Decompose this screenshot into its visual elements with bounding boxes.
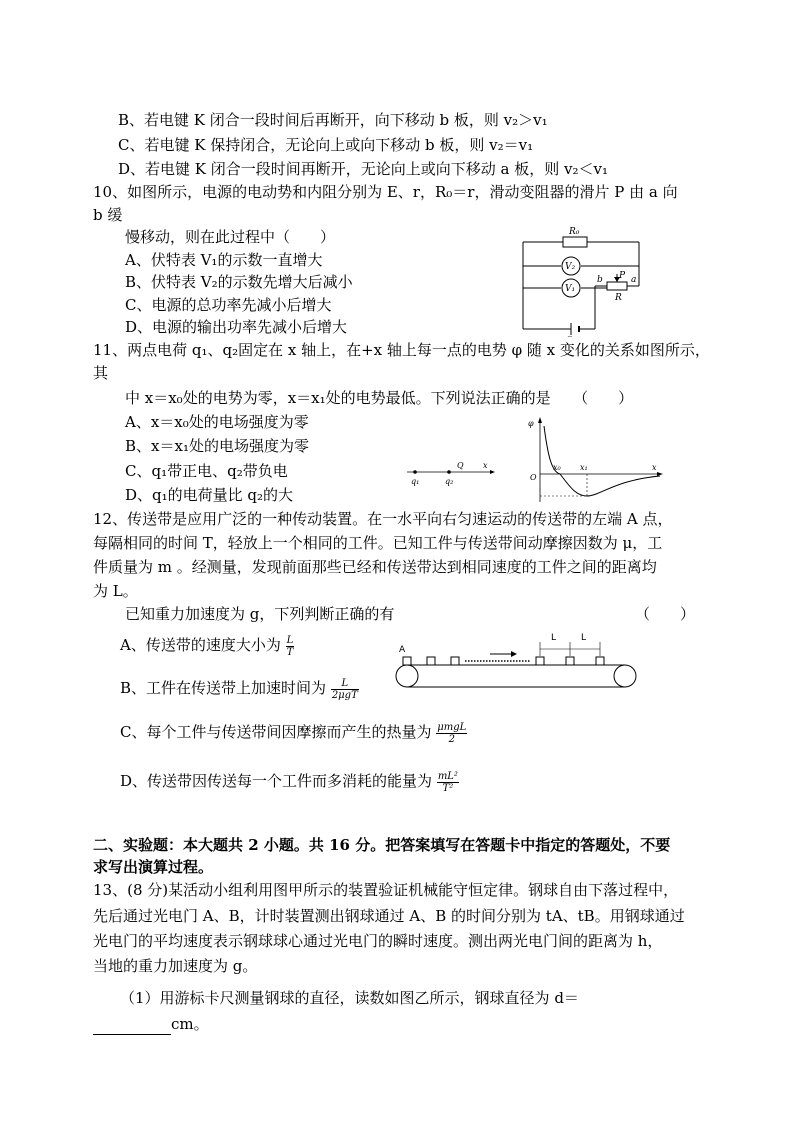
q12-fig-l2-label: L [581, 633, 587, 643]
q12-stem-2: 每隔相同的时间 T，轻放上一个相同的工件。已知工件与传送带间动摩擦因数为 μ，工 [93, 534, 663, 552]
q10-fig-r-label: R [615, 293, 622, 303]
q10-option-a: A、伏特表 V₁的示数一直增大 [125, 251, 323, 269]
q12-option-d: D、传送带因传送每一个工件而多消耗的能量为 $\frac{\text{mL²}}{\text{T²}}$ [120, 770, 458, 794]
q11-fig-x0-label: x₀ [553, 463, 561, 472]
q10-fig-p-label: P [619, 271, 626, 281]
q13-subquestion-1: （1）用游标卡尺测量钢球的直径，读数如图乙所示，钢球直径为 d＝ [120, 989, 579, 1007]
q11-option-a: A、x＝x₀处的电场强度为零 [125, 413, 309, 431]
q11-fig-x1-label: x₁ [580, 463, 588, 472]
q11-stem-2: 其 [93, 364, 109, 382]
q12-fig-l1-label: L [551, 633, 557, 643]
q10-fig-a-label: a [631, 275, 637, 285]
q11-fig-x-label: x [483, 461, 488, 470]
q10-stem-1: 10、如图所示，电源的电动势和内阻分别为 E、r，R₀＝r，滑动变阻器的滑片 P 由 a 向 [93, 183, 678, 201]
q11-stem-1: 11、两点电荷 q₁、q₂固定在 x 轴上，在+x 轴上每一点的电势 φ 随 x 变化的关系如图所示， [93, 341, 710, 359]
q11-stem-3: 中 x＝x₀处的电势为零，x＝x₁处的电势最低。下列说法正确的是 （ ） [125, 389, 634, 407]
q13-stem-1: 13、(8 分)某活动小组利用图甲所示的装置验证机械能守恒定律。钢球自由下落过程中， [93, 881, 679, 899]
q11-option-d: D、q₁的电荷量比 q₂的大 [125, 486, 294, 504]
q12-option-a: A、传送带的速度大小为 $\frac{L}{T}$ [120, 634, 294, 658]
q11-fig-q2-label: q₂ [445, 477, 454, 486]
q11-fig-q1-label: q₁ [411, 477, 420, 486]
q11-option-c: C、q₁带正电、q₂带负电 [125, 462, 288, 480]
q13-answer-line: cm。 [93, 1013, 209, 1035]
section-2-title-1: 二、实验题：本大题共 2 小题。共 16 分。把答案填写在答题卡中指定的答题处，不要 [93, 836, 671, 854]
q9-option-d: D、若电键 K 闭合一段时间再断开，无论向上或向下移动 a 板，则 v₂＜v₁ [118, 160, 608, 178]
q11-potential-graph [520, 412, 670, 507]
q9-option-c: C、若电键 K 保持闭合，无论向上或向下移动 b 板，则 v₂＝v₁ [118, 136, 534, 154]
q12-option-d-fraction: $\frac{\text{mL²}}{\text{T²}}$ [437, 770, 458, 794]
q13-stem-3: 光电门的平均速度表示钢球球心通过光电门的瞬时速度。测出两光电门间的距离为 h， [93, 932, 663, 950]
q10-option-c: C、电源的总功率先减小后增大 [125, 296, 332, 314]
q12-stem-4: 为 L。 [93, 582, 138, 600]
q12-option-a-fraction: $\frac{L}{T}$ [286, 634, 294, 658]
q12-option-c: C、每个工件与传送带间因摩擦而产生的热量为 $\frac{\text{μmgL}}{2}$ [120, 721, 467, 745]
q12-stem-1: 12、传送带是应用广泛的一种传动装置。在一水平向右匀速运动的传送带的左端 A 点， [93, 510, 673, 528]
q10-fig-b-label: b [597, 275, 603, 285]
q12-conveyor-belt-figure [395, 628, 640, 694]
q12-fig-a-label: A [399, 645, 406, 655]
q9-option-b: B、若电键 K 闭合一段时间后再断开，向下移动 b 板，则 v₂＞v₁ [118, 111, 548, 129]
q12-answer-paren: （ ） [635, 605, 696, 623]
q10-fig-v1-label: V₁ [565, 284, 576, 294]
q10-fig-v2-label: V₂ [565, 262, 576, 272]
q10-stem-2: b 缓 [93, 206, 123, 224]
q10-circuit-diagram [515, 222, 655, 337]
q10-stem-3: 慢移动，则在此过程中（ ） [125, 228, 336, 246]
q10-option-d: D、电源的输出功率先减小后增大 [125, 318, 348, 336]
q12-option-b: B、工件在传送带上加速时间为 $\frac{L}{\text{2μgT}}$ [120, 677, 358, 701]
q11-charge-axis-figure [405, 458, 500, 488]
q11-fig-phi-label: φ [528, 419, 534, 428]
q10-fig-er-label [566, 336, 578, 337]
q13-stem-2: 先后通过光电门 A、B，计时装置测出钢球通过 A、B 的时间分别为 tA、tB。用钢球通过 [93, 907, 685, 925]
section-2-title-2: 求写出演算过程。 [93, 858, 214, 876]
q11-fig-Q-label: Q [457, 461, 464, 470]
q12-option-c-fraction: $\frac{\text{μmgL}}{2}$ [437, 721, 467, 745]
q12-stem-5: 已知重力加速度为 g，下列判断正确的有 [125, 605, 395, 623]
q13-stem-4: 当地的重力加速度为 g。 [93, 957, 258, 975]
q11-fig-origin-label: O [530, 473, 537, 482]
q11-option-b: B、x＝x₁处的电场强度为零 [125, 437, 309, 455]
q10-fig-r0-label: R₀ [569, 227, 580, 237]
q12-option-b-fraction: $\frac{L}{\text{2μgT}}$ [331, 677, 358, 701]
q13-answer-blank[interactable] [93, 1020, 171, 1035]
q11-fig-x-axis-label: x [652, 463, 657, 472]
q12-stem-3: 件质量为 m 。经测量，发现前面那些已经和传送带达到相同速度的工件之间的距离均 [93, 558, 657, 576]
q10-option-b: B、伏特表 V₂的示数先增大后减小 [125, 273, 353, 291]
